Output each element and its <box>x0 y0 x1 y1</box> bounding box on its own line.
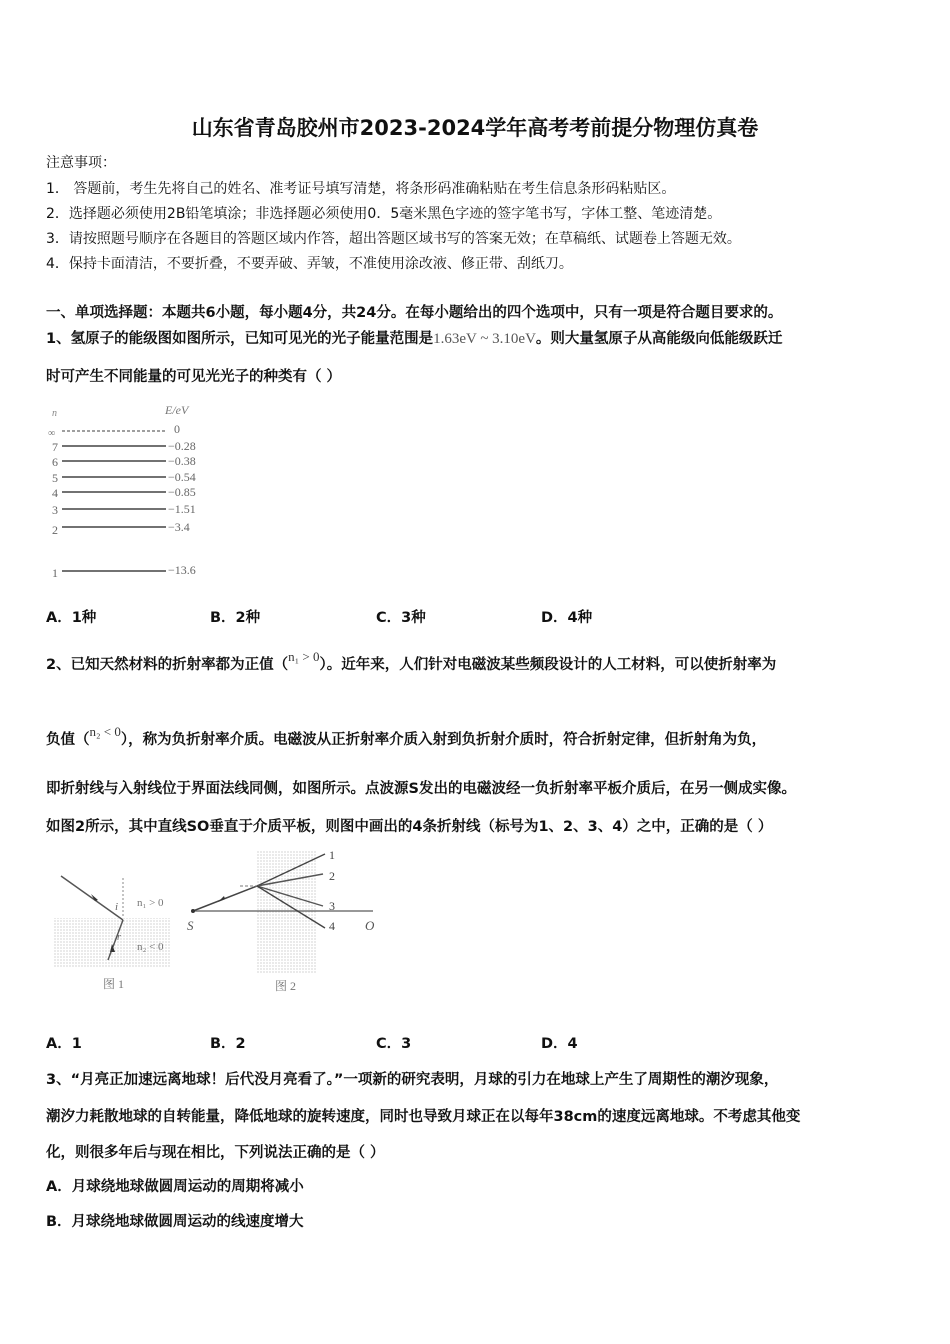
svg-text:∞: ∞ <box>48 428 56 439</box>
e-axis-label: E/eV <box>165 403 189 417</box>
svg-text:S: S <box>187 918 194 933</box>
option-a[interactable]: A．月球绕地球做圆周运动的周期将减小 <box>46 1179 304 1195</box>
svg-text:1: 1 <box>52 566 58 580</box>
notice-item: 1． 答题前，考生先将自己的姓名、准考证号填写清楚，将条形码准确粘贴在考生信息条形码粘贴区。 <box>46 181 676 197</box>
svg-text:7: 7 <box>52 440 58 454</box>
svg-text:−3.4: −3.4 <box>168 520 190 534</box>
svg-text:n₁ > 0: n₁ > 0 <box>137 897 164 909</box>
svg-text:O: O <box>365 918 375 933</box>
svg-text:−1.51: −1.51 <box>168 502 196 516</box>
refraction-figure-1 <box>45 848 175 998</box>
svg-text:4: 4 <box>52 486 58 500</box>
question-1-text: 1、氢原子的能级图如图所示，已知可见光的光子能量范围是1.63eV ~ 3.10eV。则大量氢原子从高能级向低能级跃迁 <box>46 331 783 347</box>
option-c[interactable]: C．3种 <box>376 610 426 626</box>
svg-text:−13.6: −13.6 <box>168 563 196 577</box>
n1-positive-math: n₁ > 0 <box>288 649 320 664</box>
page-title: 山东省青岛胶州市2023-2024学年高考考前提分物理仿真卷 <box>191 116 759 140</box>
svg-text:r: r <box>117 932 121 943</box>
svg-text:2: 2 <box>329 869 335 883</box>
figure-1-caption: 图 1 <box>103 977 125 991</box>
notice-item: 2．选择题必须使用2B铅笔填涂；非选择题必须使用0．5毫米黑色字迹的签字笔书写，字体工整、笔迹清楚。 <box>46 206 722 222</box>
option-b[interactable]: B．2 <box>210 1036 246 1052</box>
figure-2-caption: 图 2 <box>275 979 297 993</box>
svg-text:0: 0 <box>174 422 180 436</box>
svg-text:6: 6 <box>52 455 58 469</box>
notice-heading: 注意事项： <box>46 155 116 171</box>
svg-text:−0.85: −0.85 <box>168 485 196 499</box>
svg-text:−0.38: −0.38 <box>168 454 196 468</box>
svg-text:n₂ < 0: n₂ < 0 <box>137 941 164 953</box>
svg-text:3: 3 <box>52 503 58 517</box>
option-d[interactable]: D．4种 <box>541 610 593 626</box>
energy-range-math: 1.63eV ~ 3.10eV <box>433 331 536 347</box>
notice-item: 3．请按照题号顺序在各题目的答题区域内作答，超出答题区域书写的答案无效；在草稿纸、试题卷上答题无效。 <box>46 231 741 247</box>
svg-text:2: 2 <box>52 523 58 537</box>
n-axis-label: n <box>52 408 57 419</box>
option-b[interactable]: B．月球绕地球做圆周运动的线速度增大 <box>46 1214 304 1230</box>
option-b[interactable]: B．2种 <box>210 610 261 626</box>
option-c[interactable]: C．3 <box>376 1036 412 1052</box>
option-a[interactable]: A．1种 <box>46 610 97 626</box>
question-2-text: 2、已知天然材料的折射率都为正值（n₁ > 0）。近年来，人们针对电磁波某些频段设计的人工材料，可以使折射率为 <box>46 649 777 673</box>
question-3-text-cont: 潮汐力耗散地球的自转能量，降低地球的旋转速度，同时也导致月球正在以每年38cm的速度远离地球。不考虑其他变 <box>46 1109 801 1125</box>
question-2-text-cont: 负值（n₂ < 0），称为负折射率介质。电磁波从正折射率介质入射到负折射介质时，符合折射定律，但折射角为负， <box>46 724 767 748</box>
option-a[interactable]: A．1 <box>46 1036 82 1052</box>
question-2-text-cont: 即折射线与入射线位于界面法线同侧，如图所示。点波源S发出的电磁波经一负折射率平板介质后，在另一侧成实像。 <box>46 781 796 797</box>
option-d[interactable]: D．4 <box>541 1036 578 1052</box>
svg-text:4: 4 <box>329 919 335 933</box>
refraction-figure-2 <box>185 848 385 998</box>
svg-text:3: 3 <box>329 899 335 913</box>
svg-text:1: 1 <box>329 848 335 862</box>
question-2-text-cont: 如图2所示，其中直线SO垂直于介质平板，则图中画出的4条折射线（标号为1、2、3、4）之中，正确的是（ ） <box>46 819 773 835</box>
n2-negative-math: n₂ < 0 <box>89 724 121 739</box>
notice-item: 4．保持卡面清洁，不要折叠，不要弄破、弄皱，不准使用涂改液、修正带、刮纸刀。 <box>46 256 573 272</box>
question-3-text: 3、“月亮正加速远离地球！后代没月亮看了。”一项新的研究表明，月球的引力在地球上产生了周期性的潮汐现象， <box>46 1072 779 1088</box>
question-3-text-cont: 化，则很多年后与现在相比，下列说法正确的是（ ） <box>46 1145 385 1161</box>
energy-level-diagram <box>40 398 220 586</box>
svg-text:5: 5 <box>52 471 58 485</box>
svg-text:−0.54: −0.54 <box>168 470 196 484</box>
question-1-text-cont: 时可产生不同能量的可见光光子的种类有（ ） <box>46 369 342 385</box>
section-heading: 一、单项选择题：本题共6小题，每小题4分，共24分。在每小题给出的四个选项中，只有一项是符合题目要求的。 <box>46 305 783 321</box>
svg-text:i: i <box>115 901 119 913</box>
svg-text:−0.28: −0.28 <box>168 439 196 453</box>
